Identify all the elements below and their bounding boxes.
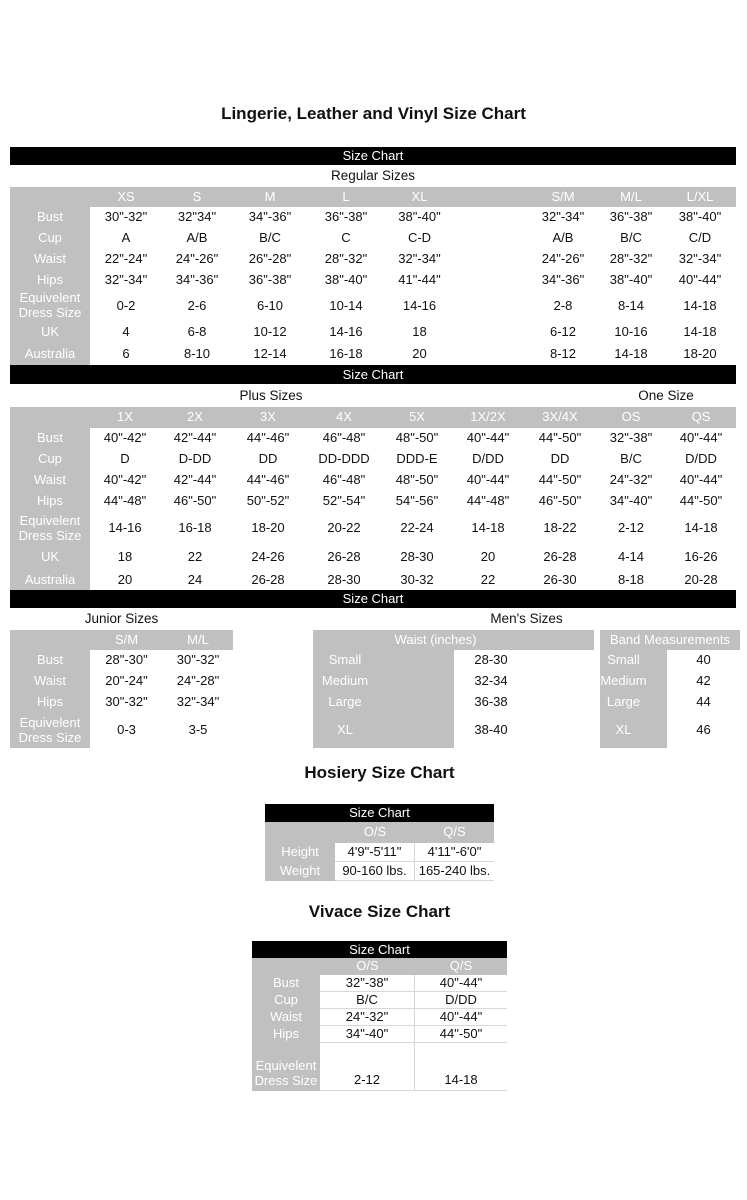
column-header-spacer [10,407,90,428]
row-label: Large [313,692,454,713]
size-value: 24"-32" [320,1009,415,1026]
size-value [455,228,528,249]
size-value: 42"-44" [160,428,230,449]
hosiery-title: Hosiery Size Chart [304,763,455,782]
size-value: D/DD [415,992,507,1009]
column-header: 5X [382,407,452,428]
size-value: 32-34 [454,671,594,692]
size-value: 44"-50" [524,428,596,449]
size-value: 34"-40" [320,1026,415,1043]
size-value [455,344,528,365]
table-row [252,975,507,992]
size-value: 2-12 [320,1043,415,1091]
size-value: 30"-32" [90,207,162,228]
size-value: 90-160 lbs. [335,862,415,881]
size-value: 40"-44" [452,428,524,449]
junior-sizes-label: Junior Sizes [84,611,159,626]
mens-waist-table [313,630,594,748]
size-value: 36"-38" [232,270,308,291]
size-value: D/DD [666,449,736,470]
table-row [10,470,736,491]
row-label: Bust [10,207,90,228]
size-value: 28"-32" [308,249,384,270]
size-value: 46 [667,713,740,748]
size-value: 40"-42" [90,428,160,449]
size-value: 14-18 [598,344,664,365]
table-row [600,650,740,671]
size-value: 14-18 [452,512,524,545]
size-value: 32"-34" [528,207,598,228]
table-row [10,428,736,449]
row-label: Medium [600,671,667,692]
size-value: B/C [232,228,308,249]
size-value: 4'9"-5'11" [335,843,415,862]
size-value: DD [230,449,306,470]
column-header: S/M [90,630,163,650]
size-value: 10-16 [598,321,664,344]
size-value: 20-22 [306,512,382,545]
column-header: 3X [230,407,306,428]
size-value: 18-20 [664,344,736,365]
plus-sizes-label: Plus Sizes [239,388,303,403]
size-value: 44"-46" [230,428,306,449]
row-label: Equivelent Dress Size [10,291,90,321]
table-row [10,630,233,650]
column-header: M/L [163,630,233,650]
size-value: 40"-42" [90,470,160,491]
size-value: C/D [664,228,736,249]
size-value: 46"-48" [306,428,382,449]
column-header: Band Measurements [600,630,740,650]
size-value: 22-24 [382,512,452,545]
size-value: 48"-50" [382,428,452,449]
size-value: 50"-52" [230,491,306,512]
size-value [455,321,528,344]
size-value: 0-2 [90,291,162,321]
size-value: 14-18 [664,291,736,321]
size-value: 24"-26" [162,249,232,270]
row-label: Hips [10,692,90,713]
row-label: Weight [265,862,335,881]
column-header: Waist (inches) [313,630,594,650]
size-value: 44"-46" [230,470,306,491]
table-row [10,491,736,512]
size-value: 30"-32" [163,650,233,671]
column-header: S/M [528,187,598,207]
size-value: 34"-36" [232,207,308,228]
table-row [10,449,736,470]
size-value: 40 [667,650,740,671]
size-value: 44"-48" [452,491,524,512]
size-value: A/B [528,228,598,249]
table-row [265,843,494,862]
size-value: C [308,228,384,249]
size-value: 4 [90,321,162,344]
size-value: 24-26 [230,545,306,570]
size-value: 36"-38" [308,207,384,228]
size-value: 0-3 [90,713,163,748]
table-row [10,713,233,748]
size-value: DDD-E [382,449,452,470]
size-value: 22 [452,570,524,590]
table-row [265,862,494,881]
size-value: 20 [384,344,455,365]
size-value: 44"-50" [666,491,736,512]
table-row [600,692,740,713]
row-label: Cup [10,449,90,470]
regular-sizes-label: Regular Sizes [330,168,416,183]
column-header: 4X [306,407,382,428]
table-row [313,650,594,671]
size-value: 18-20 [230,512,306,545]
size-value: 2-8 [528,291,598,321]
table-row [252,958,507,975]
size-value: 32"-34" [664,249,736,270]
table-row [10,187,736,207]
row-label: XL [313,713,454,748]
row-label: Equivelent Dress Size [252,1043,320,1091]
table-row [10,650,233,671]
size-value: 22"-24" [90,249,162,270]
table-row [10,512,736,545]
column-header: XS [90,187,162,207]
size-value: 4-14 [596,545,666,570]
size-chart-bar: Size Chart [252,941,507,958]
size-value: 38"-40" [598,270,664,291]
size-value: 32"34" [162,207,232,228]
column-header-spacer [10,187,90,207]
junior-sizes-table [10,630,233,748]
size-value: 16-18 [160,512,230,545]
size-value: 16-18 [308,344,384,365]
size-value: 30-32 [382,570,452,590]
column-header: M/L [598,187,664,207]
size-value: 32"-34" [90,270,162,291]
size-value: 30"-32" [90,692,163,713]
table-row [10,270,736,291]
table-row [252,992,507,1009]
size-value: 54"-56" [382,491,452,512]
size-value: 24"-32" [596,470,666,491]
size-value: 44"-50" [415,1026,507,1043]
size-value: 38-40 [454,713,594,748]
size-value: 36-38 [454,692,594,713]
page-title: Lingerie, Leather and Vinyl Size Chart [221,104,526,123]
column-header: Q/S [415,958,507,975]
row-label: Australia [10,344,90,365]
size-value: 14-16 [308,321,384,344]
size-value: 18-22 [524,512,596,545]
size-value: 34"-36" [528,270,598,291]
size-value: 10-12 [232,321,308,344]
size-value: D-DD [160,449,230,470]
size-value: 40"-44" [666,428,736,449]
size-value: 8-12 [528,344,598,365]
table-row [10,545,736,570]
size-value: 28"-32" [598,249,664,270]
size-value: 32"-38" [320,975,415,992]
row-label: Cup [252,992,320,1009]
column-header: 1X [90,407,160,428]
size-value: A [90,228,162,249]
size-value: 6 [90,344,162,365]
size-value: 41"-44" [384,270,455,291]
size-value: DD [524,449,596,470]
table-row [10,291,736,321]
size-value: 26"-28" [232,249,308,270]
row-label: Waist [252,1009,320,1026]
column-header: O/S [335,822,415,843]
size-value: 14-18 [415,1043,507,1091]
size-value: 38"-40" [384,207,455,228]
size-value [455,270,528,291]
table-row [10,407,736,428]
size-value: 18 [384,321,455,344]
size-chart-bar: Size Chart [10,365,736,384]
size-value: 46"-48" [306,470,382,491]
table-row [10,228,736,249]
size-value: 28"-30" [90,650,163,671]
size-value: 42 [667,671,740,692]
row-label: Hips [10,270,90,291]
size-value: 16-26 [666,545,736,570]
size-value: B/C [320,992,415,1009]
table-row [313,713,594,748]
column-header: L/XL [664,187,736,207]
size-value: 6-8 [162,321,232,344]
size-value: 34"-36" [162,270,232,291]
size-value: D/DD [452,449,524,470]
row-label: Large [600,692,667,713]
row-label: Height [265,843,335,862]
size-chart-bar: Size Chart [10,590,736,608]
row-label: Bust [252,975,320,992]
size-value: 8-10 [162,344,232,365]
column-header: 2X [160,407,230,428]
column-header: OS [596,407,666,428]
size-value: 26-28 [524,545,596,570]
size-value: 14-16 [90,512,160,545]
column-header: 1X/2X [452,407,524,428]
size-value: 28-30 [454,650,594,671]
table-row [10,344,736,365]
size-value: 8-18 [596,570,666,590]
size-value: 24"-28" [163,671,233,692]
row-label: Equivelent Dress Size [10,512,90,545]
row-label: Bust [10,428,90,449]
size-value: A/B [162,228,232,249]
size-value: D [90,449,160,470]
size-value: 26-28 [230,570,306,590]
size-value: DD-DDD [306,449,382,470]
table-row [600,713,740,748]
table-row [10,207,736,228]
size-value [455,207,528,228]
column-header: M [232,187,308,207]
size-value: 20 [452,545,524,570]
row-label: Small [600,650,667,671]
size-value: 40"-44" [664,270,736,291]
size-value: B/C [598,228,664,249]
size-chart-bar: Size Chart [10,147,736,165]
size-value: 40"-44" [452,470,524,491]
size-value: C-D [384,228,455,249]
table-row [10,692,233,713]
size-value: 14-18 [666,512,736,545]
table-row [10,570,736,590]
vivace-table [252,958,507,1091]
column-header: QS [666,407,736,428]
size-value: 4'11"-6'0" [415,843,494,862]
table-row [10,671,233,692]
table-row [313,692,594,713]
size-value: 38"-40" [308,270,384,291]
size-value: 46"-50" [524,491,596,512]
column-header-spacer [265,822,335,843]
size-chart-bar: Size Chart [265,804,494,822]
size-value: 42"-44" [160,470,230,491]
size-value: 26-28 [306,545,382,570]
column-header: L [308,187,384,207]
size-value: 36"-38" [598,207,664,228]
size-value [455,291,528,321]
column-header: 3X/4X [524,407,596,428]
row-label: Waist [10,470,90,491]
size-value: 165-240 lbs. [415,862,494,881]
size-value: B/C [596,449,666,470]
table-row [313,630,594,650]
size-value: 14-18 [664,321,736,344]
size-value: 26-30 [524,570,596,590]
row-label: Hips [252,1026,320,1043]
size-value: 28-30 [382,545,452,570]
column-header-spacer [10,630,90,650]
row-label: Waist [10,671,90,692]
row-label: UK [10,321,90,344]
size-value: 40"-44" [415,1009,507,1026]
mens-sizes-label: Men's Sizes [490,611,563,626]
size-value: 14-16 [384,291,455,321]
table-row [10,249,736,270]
size-value: 46"-50" [160,491,230,512]
table-row [600,630,740,650]
table-row [252,1026,507,1043]
size-value: 40"-44" [415,975,507,992]
size-value: 8-14 [598,291,664,321]
table-row [252,1009,507,1026]
size-value: 18 [90,545,160,570]
column-header: XL [384,187,455,207]
plus-sizes-table [10,407,736,590]
row-label: UK [10,545,90,570]
table-row [252,1043,507,1091]
size-value: 44"-50" [524,470,596,491]
size-value: 20"-24" [90,671,163,692]
row-label: Cup [10,228,90,249]
size-value: 32"-34" [384,249,455,270]
regular-sizes-table [10,187,736,365]
size-value: 3-5 [163,713,233,748]
size-value: 44 [667,692,740,713]
size-value: 24 [160,570,230,590]
row-label: Bust [10,650,90,671]
size-value: 6-10 [232,291,308,321]
table-row [265,822,494,843]
column-header-spacer [252,958,320,975]
size-value [455,249,528,270]
size-value: 32"-34" [163,692,233,713]
column-header: Q/S [415,822,494,843]
size-value: 32"-38" [596,428,666,449]
vivace-title: Vivace Size Chart [308,902,451,921]
size-value: 6-12 [528,321,598,344]
size-value: 20-28 [666,570,736,590]
row-label: Australia [10,570,90,590]
size-value: 2-6 [162,291,232,321]
row-label: Small [313,650,454,671]
one-size-label: One Size [638,388,694,403]
size-value: 10-14 [308,291,384,321]
column-header: S [162,187,232,207]
size-value: 48"-50" [382,470,452,491]
table-row [10,321,736,344]
row-label: XL [600,713,667,748]
size-value: 12-14 [232,344,308,365]
row-label: Hips [10,491,90,512]
size-value: 44"-48" [90,491,160,512]
size-value: 52"-54" [306,491,382,512]
column-header: O/S [320,958,415,975]
size-value: 2-12 [596,512,666,545]
column-header [455,187,528,207]
row-label: Equivelent Dress Size [10,713,90,748]
size-value: 24"-26" [528,249,598,270]
size-value: 20 [90,570,160,590]
row-label: Waist [10,249,90,270]
mens-band-table [600,630,740,748]
size-value: 34"-40" [596,491,666,512]
hosiery-table [265,822,494,881]
row-label: Medium [313,671,454,692]
table-row [600,671,740,692]
size-value: 40"-44" [666,470,736,491]
size-value: 38"-40" [664,207,736,228]
table-row [313,671,594,692]
size-value: 28-30 [306,570,382,590]
size-value: 22 [160,545,230,570]
